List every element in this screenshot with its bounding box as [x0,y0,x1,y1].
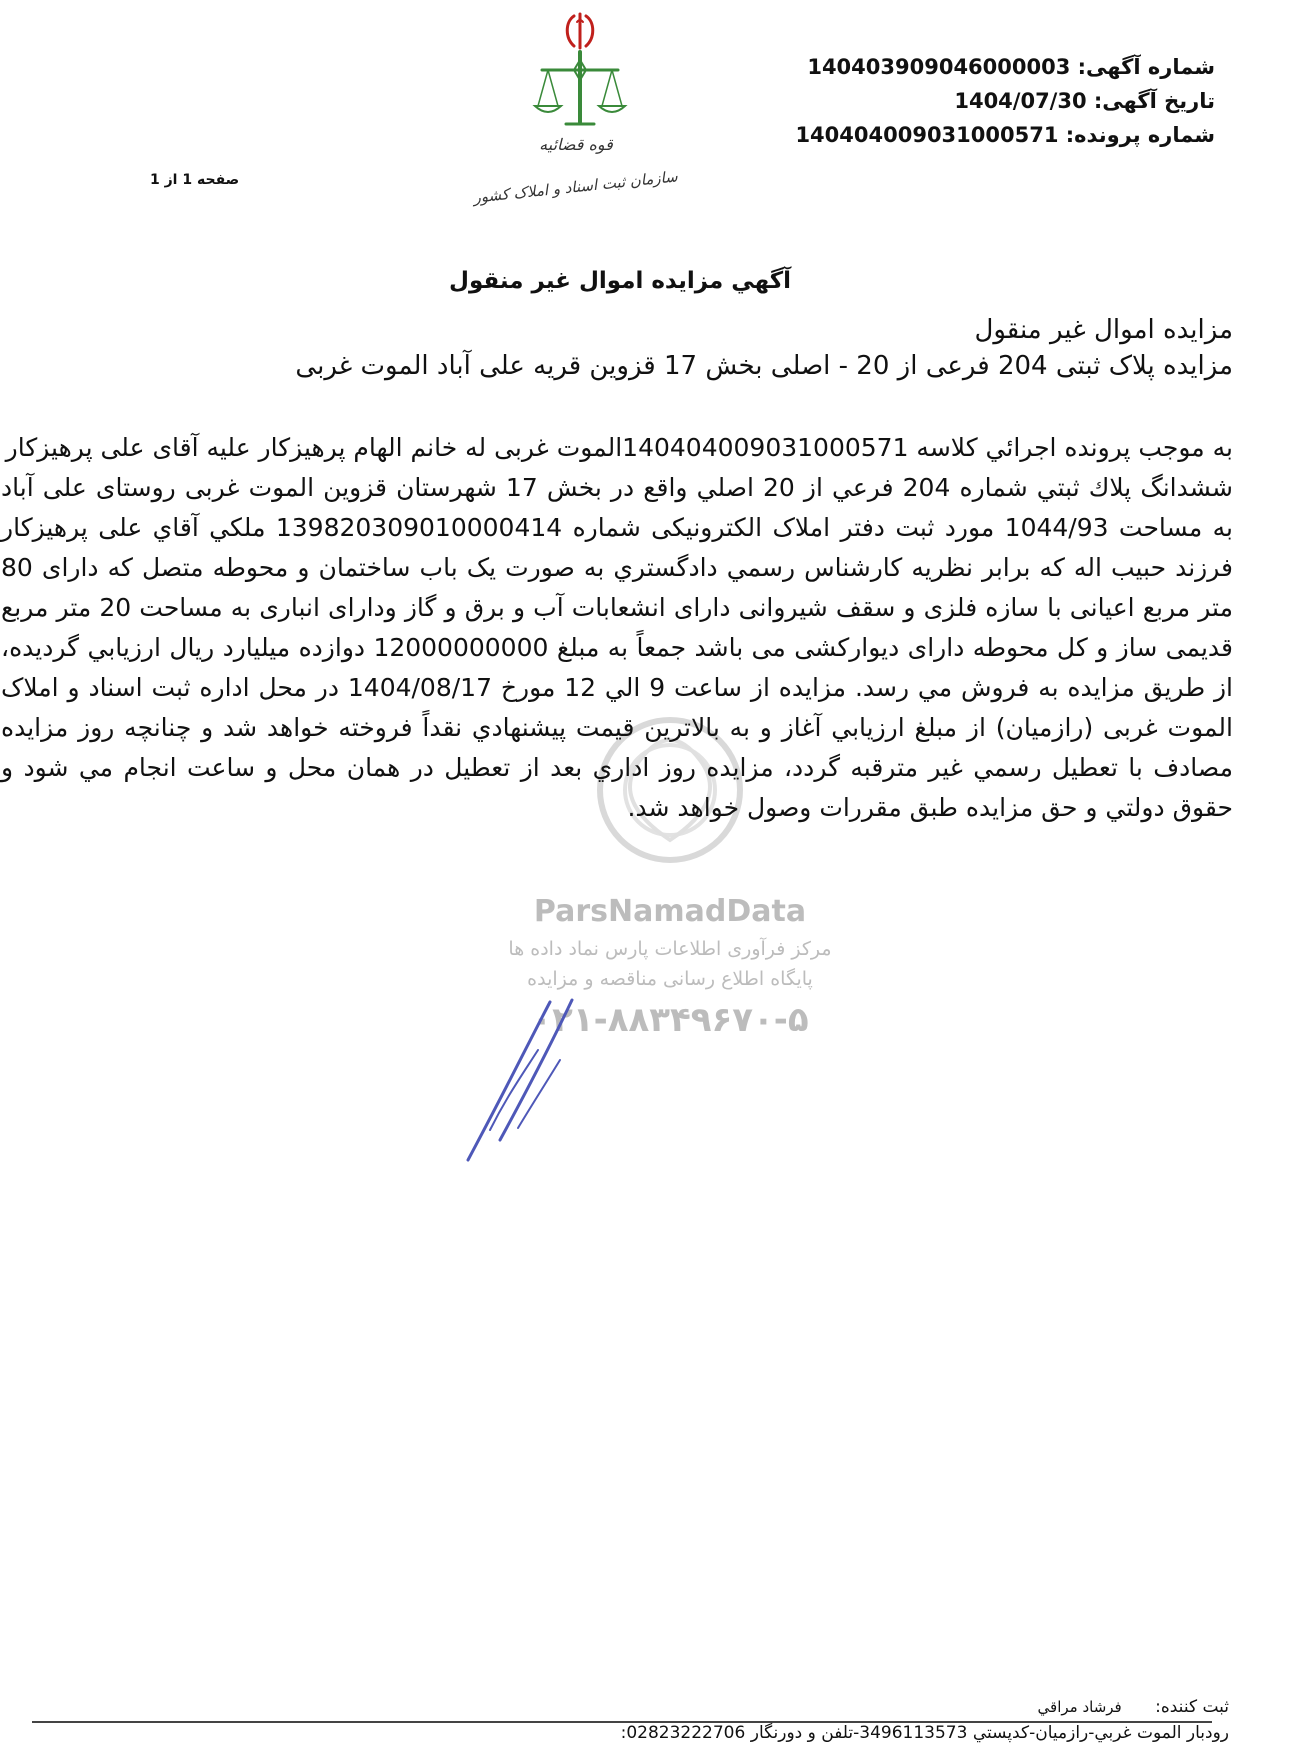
watermark-line-2: پایگاه اطلاع رسانی مناقصه و مزایده [527,968,813,990]
iran-emblem-icon [567,14,593,48]
notice-number-row [795,50,1215,84]
page-indicator: صفحه 1 از 1 [150,172,240,188]
notice-date-row [795,84,1215,118]
document-body [1,428,1233,828]
document-title: آگهي مزايده اموال غير منقول [448,268,792,294]
notice-number-label: شماره آگهی: [1077,55,1215,79]
notice-number: 140403909046000003 [807,55,1071,79]
file-number: 140404009031000571 [795,123,1059,147]
subtitle-line-2: مزایده پلاک ثبتی 204 فرعی از 20 - اصلی بخش 17 قزوین قریه علی آباد الموت غربی [295,351,1233,381]
footer-registrar [1038,1697,1229,1717]
emblem-caption-line-1: قوه قضائیه [539,135,613,154]
emblem-caption [471,135,679,207]
signature [460,990,610,1165]
notice-metadata [795,50,1215,152]
watermark-line-1: مرکز فرآوری اطلاعات پارس نماد داده ها [508,938,832,960]
watermark-brand: ParsNamadData [533,894,807,929]
body-paragraph-1: به موجب پرونده اجرائي كلاسه 140404009031000571الموت غربی له خانم الهام پرهیزکار علیه آقای علی پرهیزکار [5,433,1233,462]
document-subtitle [133,312,1233,384]
emblem-caption-line-2: سازمان ثبت اسناد و املاک کشور [472,167,679,207]
judiciary-emblem-icon [472,8,790,223]
notice-date: 1404/07/30 [954,89,1087,113]
footer-address: رودبار الموت غربي-رازميان-كدپستي 3496113573-تلفن و دورنگار 02823222706: [620,1723,1229,1743]
registrar-name: فرشاد مراقي [1037,1698,1122,1716]
watermark-phone: ۰۲۱-۸۸۳۴۹۶۷۰-۵ [531,1000,809,1040]
file-number-row [795,118,1215,152]
body-paragraph-2: ششدانگ پلاك ثبتي شماره 204 فرعي از 20 اصلي واقع در بخش 17 شهرستان قزوين الموت غربی روستای علی آباد به مساحت 1044/93 مورد ثبت دفتر املاک الکترونیکی شماره 139820309010000414 ملكي آقاي علی پرهیزکار فرزند حبیب اله كه برابر نظريه كارشناس رسمي دادگستري به صورت یک باب ساختمان و محوطه متصل که دارای 80 متر مربع اعیانی با سازه فلزی و سقف شیروانی دارای انشعابات آب و برق و گاز ودارای انباری به مساحت 20 متر مربع قدیمی ساز و کل محوطه دارای دیوارکشی می باشد جمعاً به مبلغ 12000000000 دوازده میلیارد ريال ارزيابي گرديده، از طريق مزايده به فروش مي رسد. مزايده از ساعت 9 الي 12 مورخ 1404/08/17 در محل اداره ثبت اسناد و املاک الموت غربی (رازمیان) از مبلغ ارزيابي آغاز و به بالاترين قيمت پيشنهادي نقداً فروخته خواهد شد و چنانچه روز مزايده مصادف با تعطيل رسمي غير مترقبه گردد، مزايده روز اداري بعد از تعطيل در همان محل و ساعت انجام مي شود و حقوق دولتي و حق مزايده طبق مقررات وصول خواهد شد. [1,473,1233,822]
file-number-label: شماره پرونده: [1065,123,1215,147]
notice-date-label: تاریخ آگهی: [1093,89,1215,113]
subtitle-line-1: مزایده اموال غیر منقول [974,315,1233,345]
scales-of-justice-icon [535,52,625,124]
registrar-label: ثبت کننده: [1155,1697,1229,1717]
